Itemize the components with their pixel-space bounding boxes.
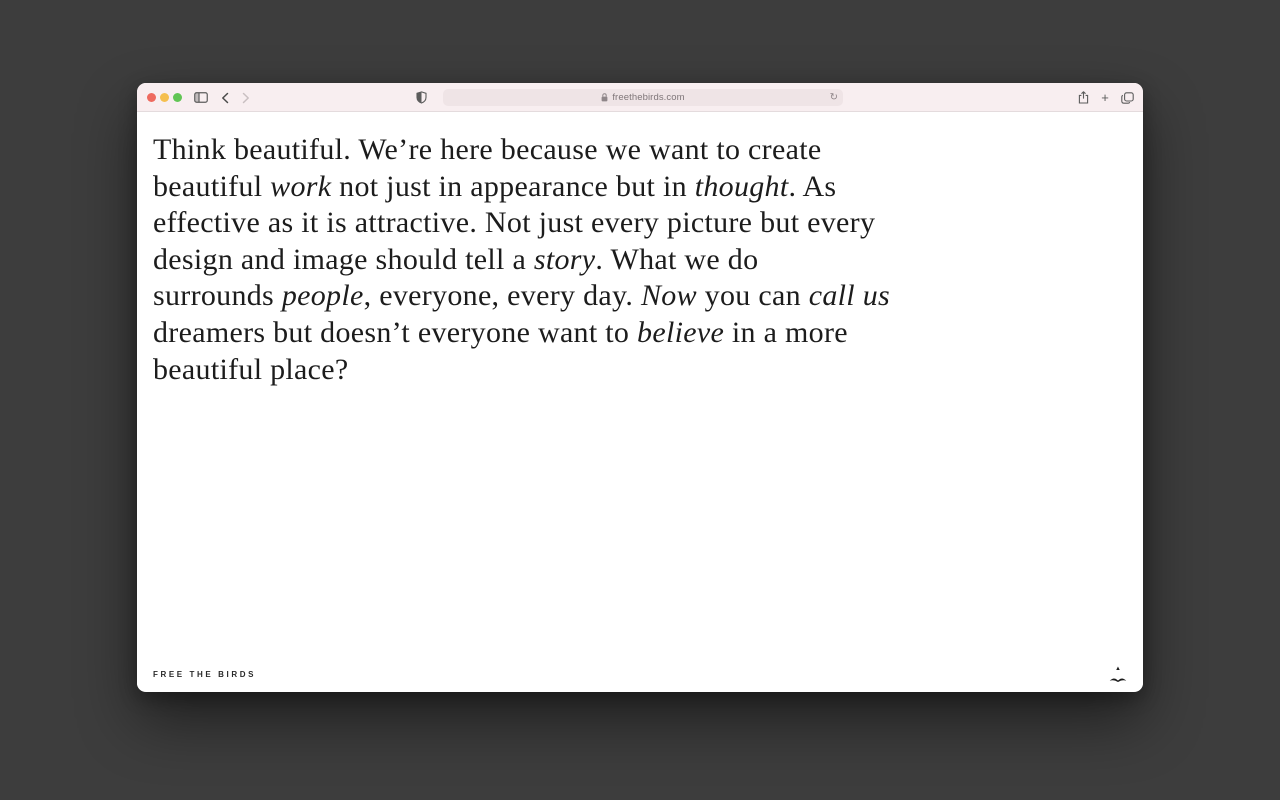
privacy-shield-icon <box>416 91 427 104</box>
sidebar-icon <box>194 92 208 103</box>
browser-window <box>137 83 1143 692</box>
reload-button[interactable]: ↻ <box>829 92 838 103</box>
page-content <box>137 112 1143 691</box>
sidebar-toggle-button[interactable] <box>193 83 209 112</box>
browser-toolbar <box>137 83 1143 112</box>
address-bar[interactable] <box>443 89 843 106</box>
privacy-shield-button[interactable] <box>414 83 428 112</box>
chevron-left-icon <box>221 92 229 104</box>
site-logo[interactable]: FREE THE BIRDS <box>153 670 257 679</box>
new-tab-button[interactable]: + <box>1098 83 1112 112</box>
close-window-button[interactable] <box>147 93 156 102</box>
minimize-window-button[interactable] <box>160 93 169 102</box>
bird-icon <box>1109 675 1127 683</box>
statement-text: Think beautiful. We’re here because we want to create beautiful work not just in appearance but in thought. As effective as it is attractive. Not just every picture but every design and image should tell a story. What we do surrounds people, everyone, every day. Now you can call us dreamers but doesn’t everyone want to believe in a more beautiful place? <box>153 133 890 386</box>
url-text: freethebirds.com <box>612 92 685 103</box>
chevron-right-icon <box>242 92 250 104</box>
traffic-lights <box>147 93 182 102</box>
tab-overview-icon <box>1121 92 1134 104</box>
lock-icon <box>601 93 608 102</box>
scroll-top-control[interactable] <box>1109 666 1127 683</box>
up-triangle-icon: ▲ <box>1115 666 1121 672</box>
forward-button[interactable] <box>239 83 253 112</box>
tab-overview-button[interactable] <box>1119 83 1135 112</box>
share-button[interactable] <box>1076 83 1090 112</box>
back-button[interactable] <box>218 83 232 112</box>
zoom-window-button[interactable] <box>173 93 182 102</box>
share-icon <box>1078 91 1089 104</box>
